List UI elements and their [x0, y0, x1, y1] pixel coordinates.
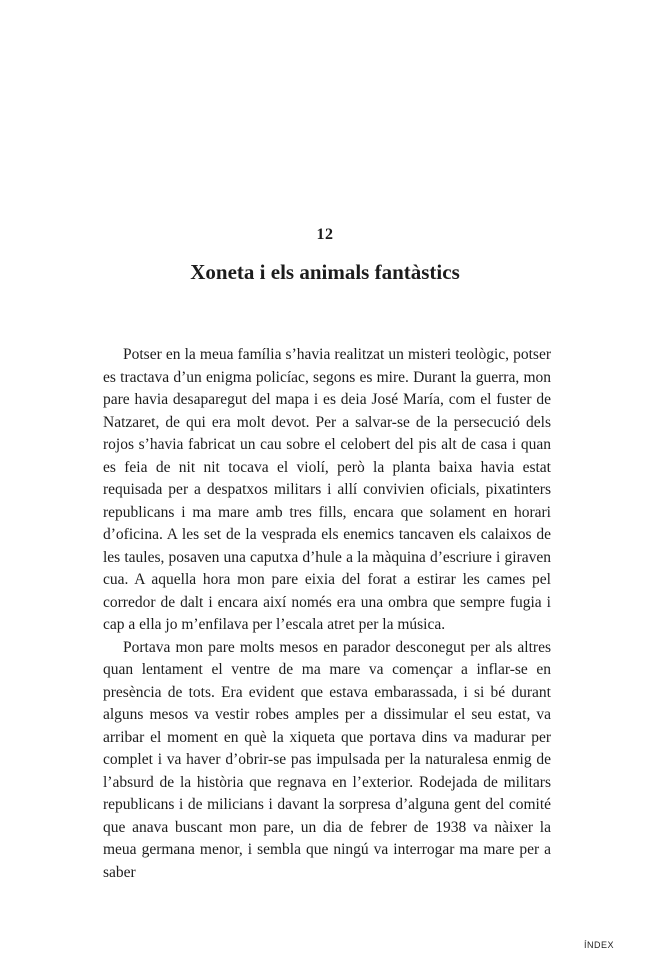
paragraph: Potser en la meua família s’havia realitzat un misteri teològic, potser es tractava d’un enigma policíac, segons es mire. Durant la guerra, mon pare havia desaparegut del mapa i es deia José María, com el fuster de Natzaret, de qui era molt devot. Per a salvar-se de la persecució dels rojos s’havia fabricat un cau sobre el celobert del pis alt de casa i quan es feia de nit nit tocava el violí, però la planta baixa havia estat requisada per a despatxos militars i allí convivien oficials, pixatinters republicans i ma mare amb tres fills, encara que solament en horari d’oficina. A les set de la vesprada els enemics tancaven els calaixos de les taules, posaven una caputxa d’hule a la màquina d’escriure i giraven cua. A aquella hora mon pare eixia del forat a estirar les cames pel corredor de dalt i encara així només era una ombra que sempre fugia i cap a ella jo m’enfilava per l’escala atret per la música. [103, 346, 551, 633]
chapter-body [103, 344, 551, 884]
index-link[interactable]: ÍNDEX [584, 940, 615, 950]
chapter-number: 12 [316, 226, 334, 243]
chapter-title: Xoneta i els animals fantàstics [190, 260, 460, 284]
paragraph: Portava mon pare molts mesos en parador desconegut per als altres quan lentament el ventre de ma mare va començar a inflar-se en presència de tots. Era evident que estava embarassada, i si bé durant alguns mesos va vestir robes amples per a dissimular el seu estat, va arribar el moment en què la xiqueta que portava dins va madurar per complet i va haver d’obrir-se pas impulsada per la naturalesa enmig de l’absurd de la història que regnava en l’exterior. Rodejada de militars republicans i de milicians i davant la sorpresa d’alguna gent del comité que anava buscant mon pare, un dia de febrer de 1938 va nàixer la meua germana menor, i sembla que ningú va interrogar ma mare per a saber [103, 638, 551, 881]
